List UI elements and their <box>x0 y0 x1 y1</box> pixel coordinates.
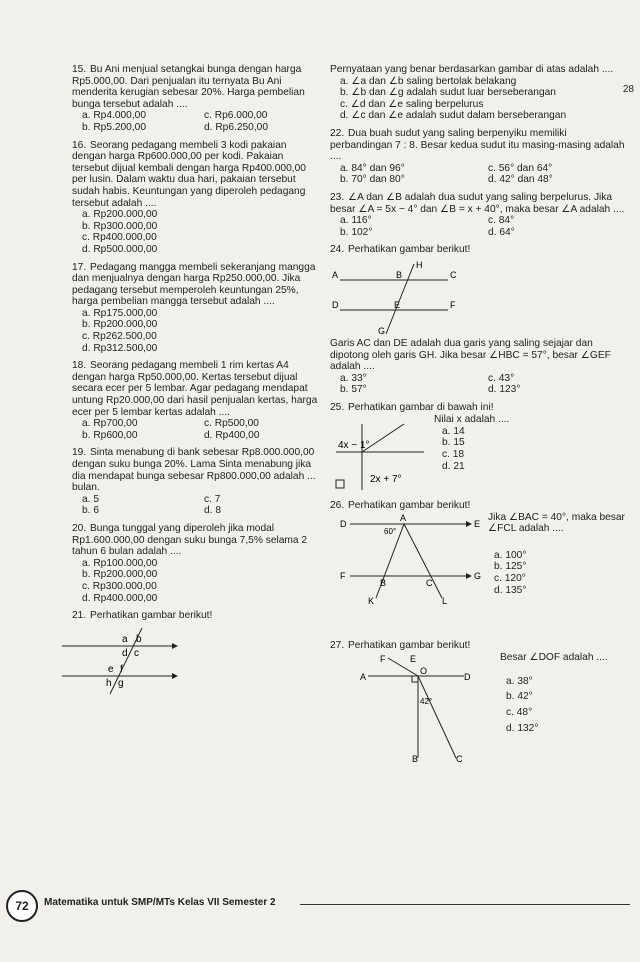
point-label: D <box>332 299 339 310</box>
option[interactable]: d. Rp400.000,00 <box>82 592 158 604</box>
question-26: 26. Perhatikan gambar berikut! D A E 60° F B C G K L Jika ∠BAC = 40°, maka besar ∠FCL adalah .... a. 100° b. 125° c. 120° d. 135° <box>330 500 630 634</box>
option[interactable]: a. Rp4.000,00 <box>82 110 147 122</box>
option[interactable]: d. 8 <box>204 505 221 517</box>
point-label: C <box>450 269 457 280</box>
figure-26 <box>338 512 482 614</box>
option[interactable]: b. Rp200.000,00 <box>82 319 158 331</box>
option[interactable]: d. 42° dan 48° <box>488 174 553 186</box>
option[interactable]: c. Rp300.000,00 <box>82 580 157 592</box>
angle-label: c <box>134 647 139 659</box>
option[interactable]: a. 116° <box>340 215 372 227</box>
figure-27 <box>360 654 480 764</box>
angle-label: 60° <box>384 526 397 536</box>
point-label: O <box>420 665 428 676</box>
option[interactable]: d. 123° <box>488 384 521 396</box>
option[interactable]: b. Rp300.000,00 <box>82 220 158 232</box>
right-column <box>330 64 630 786</box>
corner-mark: 28 <box>622 84 634 95</box>
page-number: 72 <box>6 890 38 922</box>
options <box>442 426 465 472</box>
question-24: 24. Perhatikan gambar berikut! H A B C D E F G Garis AC dan DE adalah dua garis yang saling sejajar dan dipotong oleh garis GH. Jika besar ∠HBC = 57°, besar ∠GEF adalah .... a. 33° c. 43° b. 57° d. 123° <box>330 244 630 396</box>
options <box>72 209 320 255</box>
figure-24 <box>330 258 470 338</box>
question-25: 25. Perhatikan gambar di bawah ini! 4x − 1° 2x + 7° Nilai x adalah .... a. 14 b. 15 c. 18 d. 21 <box>330 402 630 494</box>
option[interactable]: d. 21 <box>442 460 465 472</box>
footer-title: Matematika untuk SMP/MTs Kelas VII Semester 2 <box>44 897 276 908</box>
option[interactable]: c. 56° dan 64° <box>488 162 553 174</box>
option[interactable]: b. Rp600,00 <box>82 429 138 441</box>
question-18: 18. Seorang pedagang membeli 1 rim kertas A4 dengan harga Rp50.000,00. Kertas tersebut dijual secara ecer per 5 lembar. Agar pedagang mendapat untung Rp20.000,00 dari hasil penjualan kertas, harga ecer per 5 lembar kertas adalah .... a. Rp700,00 c. Rp500,00 b. Rp600,00 d. Rp400,00 <box>72 360 320 441</box>
question-23: 23. ∠A dan ∠B adalah dua sudut yang saling berpelurus. Jika besar ∠A = 5x − 4° dan ∠B = x + 40°, maka besar ∠A adalah .... a. 116° c. 84° b. 102° d. 64° <box>330 192 630 238</box>
option[interactable]: a. Rp200.000,00 <box>82 209 158 221</box>
point-label: K <box>368 595 375 606</box>
figure-21 <box>62 626 192 696</box>
point-label: E <box>474 518 481 529</box>
question-27: 27. Perhatikan gambar berikut! F E A O D 42° B C Besar ∠DOF adalah .... a. 38° b. 42° c. 48° d. 132° <box>330 639 608 764</box>
option[interactable]: d. 132° <box>506 722 539 734</box>
options <box>506 676 538 734</box>
option[interactable]: a. 84° dan 96° <box>340 162 405 174</box>
angle-expression: 4x − 1° <box>338 439 370 451</box>
question-21-continued: Pernyataan yang benar berdasarkan gambar di atas adalah .... a. ∠a dan ∠b saling bertolak belakang b. ∠b dan ∠g adalah sudut luar berseberangan c. ∠d dan ∠e saling berpelurus d. ∠c dan ∠e adalah sudut dalam berseberangan <box>330 64 630 122</box>
left-column <box>72 64 320 702</box>
angle-label: g <box>118 677 124 689</box>
options <box>330 76 630 122</box>
option[interactable]: b. Rp200.000,00 <box>82 569 158 581</box>
point-label: A <box>360 671 367 682</box>
angle-label: a <box>122 633 128 645</box>
point-label: L <box>442 595 448 606</box>
option[interactable]: c. Rp6.000,00 <box>204 110 268 122</box>
option[interactable]: a. Rp175.000,00 <box>82 307 158 319</box>
option[interactable]: d. Rp6.250,00 <box>204 121 269 133</box>
options <box>72 418 320 441</box>
options <box>330 163 630 186</box>
option[interactable]: b. 15 <box>442 437 465 449</box>
options <box>330 373 630 396</box>
angle-label: h <box>106 677 112 689</box>
point-label: B <box>396 269 403 280</box>
option[interactable]: b. 102° <box>340 226 373 238</box>
point-label: E <box>410 653 417 664</box>
question-22: 22. Dua buah sudut yang saling berpenyiku memiliki perbandingan 7 : 8. Besar kedua sudut itu masing-masing adalah .... a. 84° dan 96° c. 56° dan 64° b. 70° dan 80° d. 42° dan 48° <box>330 128 630 186</box>
point-label: A <box>332 269 339 280</box>
options <box>72 494 320 517</box>
options <box>330 215 630 238</box>
option[interactable]: a. Rp100.000,00 <box>82 557 158 569</box>
option[interactable]: b. 125° <box>494 561 527 573</box>
option[interactable]: c. 48° <box>506 707 533 719</box>
figure-25 <box>334 422 434 492</box>
question-21: 21. Perhatikan gambar berikut! a b d c e f h g <box>72 610 320 696</box>
option[interactable]: b. 57° <box>340 384 367 396</box>
option[interactable]: a. ∠a dan ∠b saling bertolak belakang <box>340 75 517 87</box>
point-label: D <box>464 671 471 682</box>
option[interactable]: d. Rp400,00 <box>204 429 260 441</box>
question-17: 17. Pedagang mangga membeli sekeranjang mangga dan menjualnya dengan harga Rp250.000,00. Jika pedagang tersebut memperoleh keuntungan 25%, harga pembelian mangga tersebut adalah .... a. Rp175.000,00 b. Rp200.000,00 c. Rp262.500,00 d. Rp312.500,00 <box>72 262 320 355</box>
angle-label: b <box>136 633 142 645</box>
option[interactable]: c. Rp400.000,00 <box>82 232 157 244</box>
question-27-text: Besar ∠DOF adalah .... <box>500 651 608 663</box>
option[interactable]: c. 84° <box>488 215 515 227</box>
option[interactable]: c. Rp262.500,00 <box>82 331 157 343</box>
option[interactable]: c. 120° <box>494 573 526 585</box>
angle-label: d <box>122 647 128 659</box>
question-24-text: Garis AC dan DE adalah dua garis yang saling sejajar dan dipotong oleh garis GH. Jika besar ∠HBC = 57°, besar ∠GEF adalah .... <box>330 337 611 373</box>
option[interactable]: c. 18 <box>442 449 465 461</box>
options <box>72 308 320 354</box>
question-16: 16. Seorang pedagang membeli 3 kodi pakaian dengan harga Rp600.000,00 per kodi. Pakaian tersebut dijual kembali dengan harga Rp400.000,00 per lusin. Dalam waktu dua hari, pakaian tersebut sudah habis. Keuntungan yang diperoleh pedagang tersebut adalah .... a. Rp200.000,00 b. Rp300.000,00 c. Rp400.000,00 d. Rp500.000,00 <box>72 140 320 256</box>
option[interactable]: c. 43° <box>488 372 515 384</box>
point-label: E <box>394 299 401 310</box>
option[interactable]: c. ∠d dan ∠e saling berpelurus <box>340 98 484 110</box>
angle-label: e <box>108 663 114 675</box>
point-label: G <box>378 325 386 336</box>
point-label: H <box>416 259 423 270</box>
option[interactable]: a. 38° <box>506 675 533 687</box>
option[interactable]: a. 100° <box>494 549 527 561</box>
options <box>494 550 526 596</box>
angle-label: f <box>120 663 123 675</box>
point-label: F <box>380 653 386 664</box>
option[interactable]: c. 7 <box>204 493 221 505</box>
question-20: 20. Bunga tunggal yang diperoleh jika modal Rp1.600.000,00 dengan suku bunga 7,5% selama 2 tahun 6 bulan adalah .... a. Rp100.000,00 b. Rp200.000,00 c. Rp300.000,00 d. Rp400.000,00 <box>72 523 320 604</box>
question-15: 15. Bu Ani menjual setangkai bunga dengan harga Rp5.000,00. Dari penjualan itu ternyata Bu Ani menderita kerugian sebesar 20%. Harga pembelian bunga tersebut adalah .... a. Rp4.000,00 c. Rp6.000,00 b. Rp5.200,00 d. Rp6.250,00 <box>72 64 320 134</box>
option[interactable]: a. 5 <box>82 493 99 505</box>
options <box>72 110 320 133</box>
point-label: G <box>474 570 482 581</box>
question-19: 19. Sinta menabung di bank sebesar Rp8.000.000,00 dengan suku bunga 20%. Lama Sinta menabung jika dia mendapat bunga sebesar Rp800.000,00 adalah ... bulan. a. 5 c. 7 b. 6 d. 8 <box>72 447 320 517</box>
option[interactable]: d. Rp312.500,00 <box>82 342 158 354</box>
point-label: C <box>426 577 433 588</box>
point-label: B <box>412 753 419 764</box>
option[interactable]: a. 14 <box>442 425 465 437</box>
option[interactable]: d. 64° <box>488 226 515 238</box>
point-label: B <box>380 577 387 588</box>
point-label: C <box>456 753 463 764</box>
question-26-text: Jika ∠BAC = 40°, maka besar ∠FCL adalah .... <box>488 511 625 535</box>
option[interactable]: a. 33° <box>340 372 367 384</box>
option[interactable]: b. Rp5.200,00 <box>82 121 147 133</box>
angle-expression: 2x + 7° <box>370 473 402 485</box>
option[interactable]: d. ∠c dan ∠e adalah sudut dalam berseberangan <box>340 110 567 122</box>
question-25-sub: Nilai x adalah .... <box>434 413 510 425</box>
option[interactable]: b. 70° dan 80° <box>340 174 405 186</box>
option[interactable]: c. Rp500,00 <box>204 418 259 430</box>
point-label: A <box>400 512 407 523</box>
option[interactable]: d. Rp500.000,00 <box>82 243 158 255</box>
angle-label: 42° <box>420 696 433 706</box>
option[interactable]: b. ∠b dan ∠g adalah sudut luar berseberangan <box>340 87 556 99</box>
point-label: F <box>340 570 346 581</box>
option[interactable]: d. 135° <box>494 584 527 596</box>
point-label: F <box>450 299 456 310</box>
point-label: D <box>340 518 347 529</box>
option[interactable]: b. 42° <box>506 691 533 703</box>
footer-divider <box>300 904 630 905</box>
options <box>72 558 320 604</box>
option[interactable]: a. Rp700,00 <box>82 418 138 430</box>
option[interactable]: b. 6 <box>82 505 99 517</box>
